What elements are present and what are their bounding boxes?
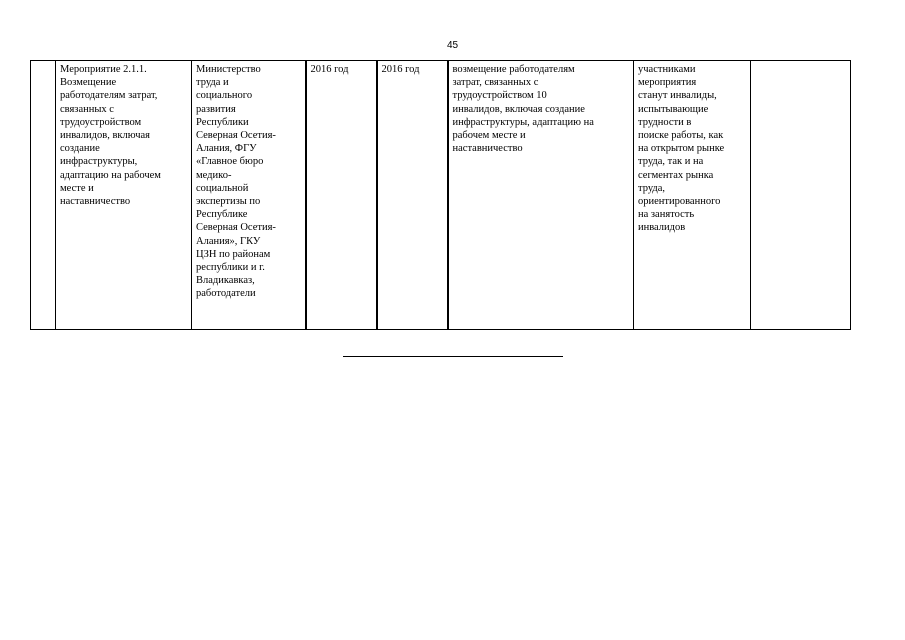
text-line: труда, так и на xyxy=(638,156,704,168)
text-line: инвалидов xyxy=(638,222,686,234)
text-line: Министерство xyxy=(196,64,261,75)
text-line: затрат, связанных с xyxy=(452,77,539,89)
text-line: инвалидов, включая создание xyxy=(452,103,585,115)
cell-measure xyxy=(56,61,192,330)
text-line: связанных с xyxy=(60,103,114,115)
text-line: трудоустройством 10 xyxy=(452,90,547,102)
text-line: работодателям затрат, xyxy=(60,90,158,102)
text-line: на открытом рынке xyxy=(638,143,725,155)
text-line: медико- xyxy=(196,169,232,181)
text-line: Алания, ФГУ xyxy=(196,143,257,155)
text-line: испытывающие xyxy=(638,103,709,115)
text-line: инфраструктуры, адаптацию на xyxy=(452,116,594,128)
text-line: участниками xyxy=(638,64,696,75)
text-line: социальной xyxy=(196,182,249,194)
text-line: Республике xyxy=(196,209,248,221)
cell-last xyxy=(751,61,851,330)
text-line: поиске работы, как xyxy=(638,130,724,142)
footer-rule xyxy=(343,356,563,357)
text-line: создание xyxy=(60,143,100,155)
text-line: Алания», ГКУ xyxy=(196,235,261,247)
text-line: Возмещение xyxy=(60,77,117,89)
text-line: станут инвалиды, xyxy=(638,90,717,102)
text-line: рабочем месте и xyxy=(452,130,526,142)
text-line: адаптацию на рабочем xyxy=(60,169,161,181)
text-line: Мероприятие 2.1.1. xyxy=(60,64,147,75)
text-line: Владикавказ, xyxy=(196,275,255,287)
cell-start-year: 2016 год xyxy=(306,61,377,330)
text-line: республики и г. xyxy=(196,262,265,274)
text-line: экспертизы по xyxy=(196,196,261,208)
text-line: сегментах рынка xyxy=(638,169,714,181)
text-line: трудоустройством xyxy=(60,116,142,128)
text-line: инфраструктуры, xyxy=(60,156,138,168)
table-row xyxy=(31,61,851,330)
text-line: инвалидов, включая xyxy=(60,130,150,142)
text-line: трудности в xyxy=(638,116,692,128)
cell-end-year: 2016 год xyxy=(377,61,448,330)
text-line: Северная Осетия- xyxy=(196,222,276,234)
text-line: развития xyxy=(196,103,236,115)
cell-number xyxy=(31,61,56,330)
text-line: месте и xyxy=(60,182,94,194)
text-line: мероприятия xyxy=(638,77,697,89)
text-line: «Главное бюро xyxy=(196,156,264,168)
text-line: наставничество xyxy=(452,143,523,155)
text-line: труда, xyxy=(638,182,666,194)
program-table xyxy=(30,60,851,330)
text-line: социального xyxy=(196,90,253,102)
text-line: Северная Осетия- xyxy=(196,130,276,142)
cell-result xyxy=(448,61,634,330)
text-line: наставничество xyxy=(60,196,131,208)
text-line: труда и xyxy=(196,77,229,89)
text-line: Республики xyxy=(196,116,249,128)
cell-executors xyxy=(192,61,306,330)
text-line: возмещение работодателям xyxy=(452,64,575,75)
text-line: ориентированного xyxy=(638,196,721,208)
text-line: ЦЗН по районам xyxy=(196,248,271,260)
page-number: 45 xyxy=(446,40,459,51)
text-line: на занятость xyxy=(638,209,695,221)
text-line: работодатели xyxy=(196,288,256,300)
cell-effect xyxy=(634,61,751,330)
